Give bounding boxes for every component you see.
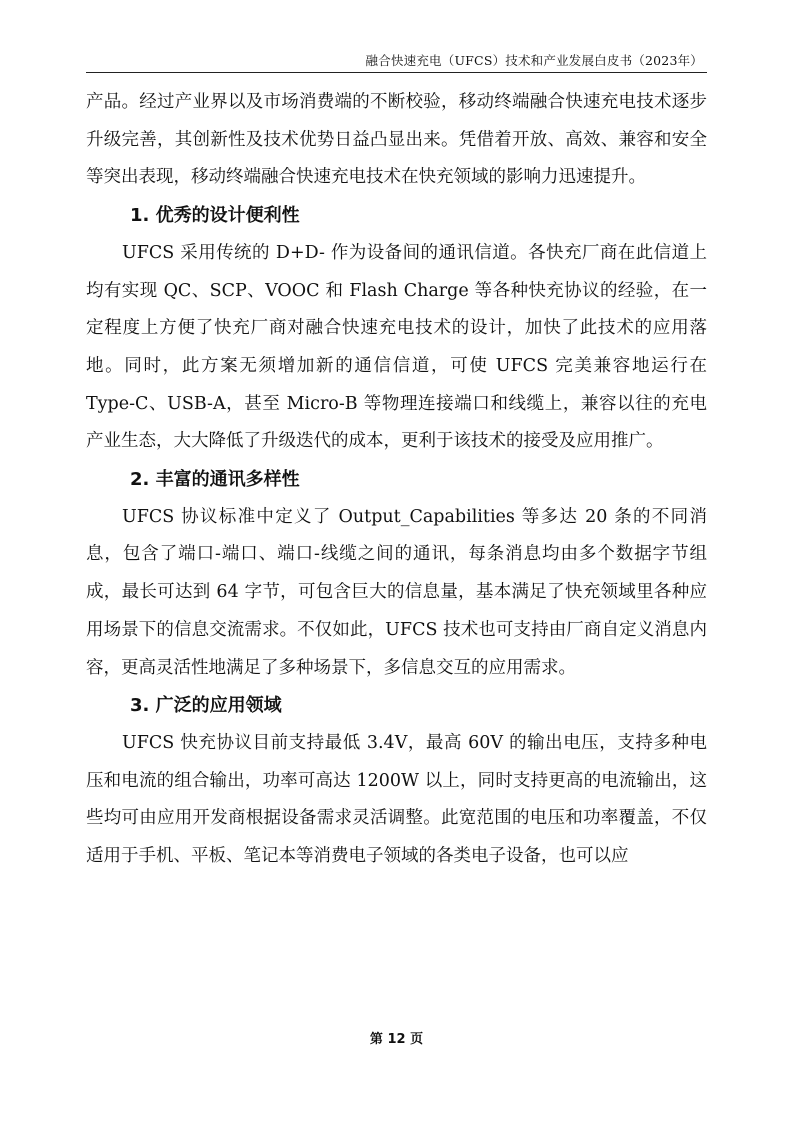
running-header: 融合快速充电（UFCS）技术和产业发展白皮书（2023年）	[365, 53, 703, 68]
page-body	[86, 84, 707, 876]
paragraph-application-fields: UFCS 快充协议目前支持最低 3.4V，最高 60V 的输出电压，支持多种电压和电流的组合输出，功率可高达 1200W 以上，同时支持更高的电流输出，这些均可由应用开发商根据设备需求灵活调整。此宽范围的电压和功率覆盖，不仅适用于手机、平板、笔记本等消费电子领域的各类电子设备，也可以应	[86, 732, 707, 867]
section-heading-communication-diversity: 2. 丰富的通讯多样性	[130, 469, 300, 491]
paragraph-intro-continuation: 产品。经过产业界以及市场消费端的不断校验，移动终端融合快速充电技术逐步升级完善，其创新性及技术优势日益凸显出来。凭借着开放、高效、兼容和安全等突出表现，移动终端融合快速充电技术在快充领域的影响力迅速提升。	[86, 92, 707, 188]
page-number: 第 12 页	[369, 1032, 424, 1047]
section-heading-design-convenience: 1. 优秀的设计便利性	[130, 205, 300, 227]
paragraph-design-convenience: UFCS 采用传统的 D+D- 作为设备间的通讯信道。各快充厂商在此信道上均有实现 QC、SCP、VOOC 和 Flash Charge 等各种快充协议的经验，在一定程度上方便了快充厂商对融合快速充电技术的设计，加快了此技术的应用落地。同时，此方案无须增加新的通信信道，可使 UFCS 完美兼容地运行在 Type-C、USB-A，甚至 Micro-B 等物理连接端口和线缆上，兼容以往的充电产业生态，大大降低了升级迭代的成本，更利于该技术的接受及应用推广。	[86, 242, 707, 452]
paragraph-communication-diversity: UFCS 协议标准中定义了 Output_Capabilities 等多达 20 条的不同消息，包含了端口-端口、端口-线缆之间的通讯，每条消息均由多个数据字节组成，最长可达到 64 字节，可包含巨大的信息量，基本满足了快充领域里各种应用场景下的信息交流需求。不仅如此，UFCS 技术也可支持由厂商自定义消息内容，更高灵活性地满足了多种场景下，多信息交互的应用需求。	[86, 506, 707, 678]
header-divider	[86, 72, 707, 73]
section-heading-application-fields: 3. 广泛的应用领域	[130, 695, 282, 717]
